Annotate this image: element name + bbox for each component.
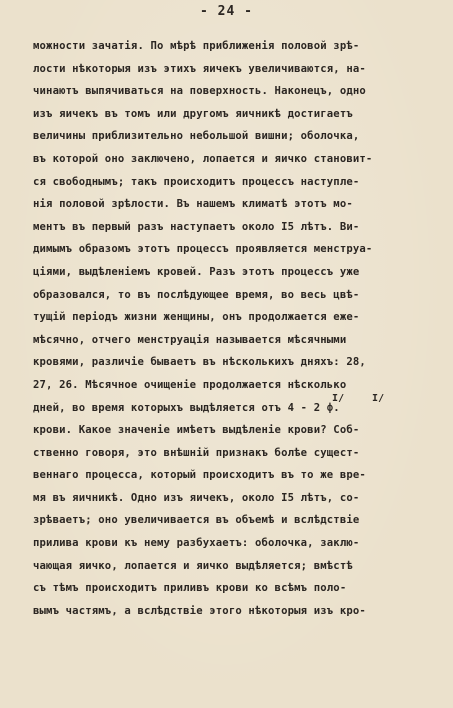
text-line-18: крови. Какое значеніе имѣетъ выдѣленіе крови? Соб-	[33, 424, 360, 437]
page-number: - 24 -	[200, 4, 253, 19]
text-line-20: веннаго процесса, который происходитъ въ то же вре-	[33, 469, 366, 482]
text-line-26: вымъ частямъ, а вслѣдствіе этого нѣкоторыя изъ кро-	[33, 604, 366, 617]
text-line-3: чинаютъ выпячиваться на поверхность. Наконецъ, одно	[33, 85, 366, 98]
text-line-19: ственно говоря, это внѣшній признакъ болѣе сущест-	[33, 446, 360, 459]
text-line-13: тущій періодъ жизни женщины, онъ продолжается еже-	[33, 311, 360, 324]
fraction-mark-2: I/	[372, 392, 385, 404]
text-line-24: чающая яичко, лопается и яичко выдѣляется; вмѣстѣ	[33, 559, 353, 572]
text-line-6: въ которой оно заключено, лопается и яичко становит-	[33, 152, 373, 165]
text-line-23: прилива крови къ нему разбухаетъ: оболочка, заклю-	[33, 537, 360, 550]
text-line-11: ціями, выдѣленіемъ кровей. Разъ этотъ процессъ уже	[33, 265, 360, 278]
text-line-2: лости нѣкоторыя изъ этихъ яичекъ увеличиваются, на-	[33, 62, 366, 75]
text-line-10: димымъ образомъ этотъ процессъ проявляется менструа-	[33, 243, 373, 256]
text-line-15: кровями, различіе бываетъ въ нѣсколькихъ дняхъ: 28,	[33, 356, 366, 369]
text-line-5: величины приблизительно небольшой вишни; оболочка,	[33, 130, 360, 143]
text-line-17: дней, во время которыхъ выдѣляется отъ 4 - 2 ф.	[33, 401, 340, 414]
fraction-mark-1: I/	[332, 392, 345, 404]
text-line-4: изъ яичекъ въ томъ или другомъ яичникѣ достигаетъ	[33, 107, 353, 120]
text-line-12: образовался, то въ послѣдующее время, во весь цвѣ-	[33, 288, 360, 301]
text-line-9: ментъ въ первый разъ наступаетъ около I5 лѣтъ. Ви-	[33, 220, 360, 233]
text-line-14: мѣсячно, отчего менструація называется мѣсячными	[33, 333, 347, 346]
text-line-1: можности зачатія. По мѣрѣ приближенія половой зрѣ-	[33, 40, 360, 52]
body-text	[33, 35, 433, 622]
text-line-16: 27, 26. Мѣсячное очищеніе продолжается нѣсколько	[33, 378, 347, 391]
text-line-22: зрѣваетъ; оно увеличивается въ объемѣ и вслѣдствіе	[33, 514, 360, 527]
text-line-17-container	[33, 392, 433, 420]
text-line-21: мя въ яичникѣ. Одно изъ яичекъ, около I5 лѣтъ, со-	[33, 491, 360, 504]
text-line-25: съ тѣмъ происходитъ приливъ крови ко всѣмъ поло-	[33, 582, 347, 595]
text-line-8: нія половой зрѣлости. Въ нашемъ климатѣ этотъ мо-	[33, 198, 353, 211]
text-line-7: ся свободнымъ; такъ происходитъ процессъ наступле-	[33, 175, 360, 188]
